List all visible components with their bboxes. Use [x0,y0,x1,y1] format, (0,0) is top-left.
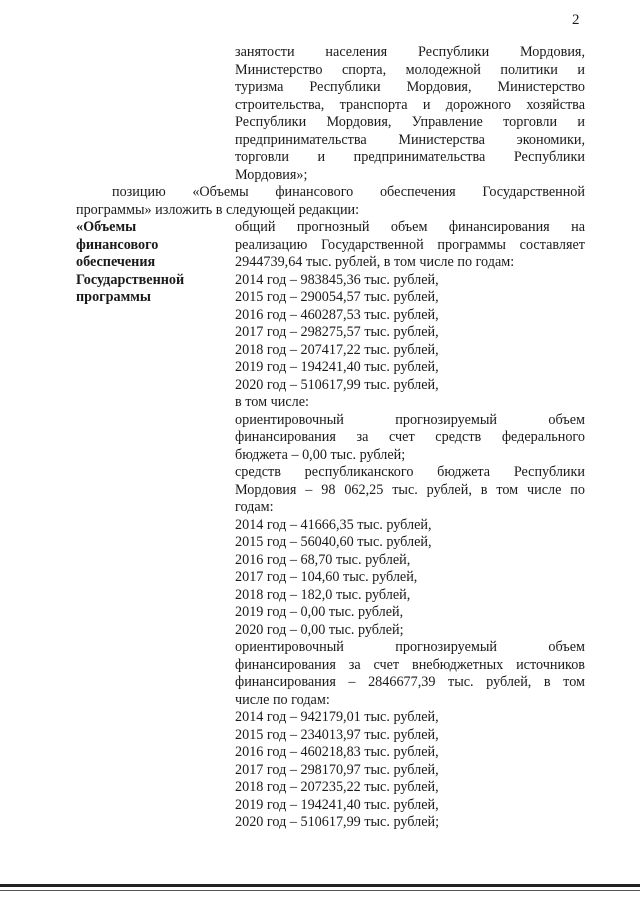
total-line: реализацию Государственной программы составляет [235,236,585,253]
position-line: программы» изложить в следующей редакции: [76,201,360,218]
republic-year-item: 2015 год – 56040,60 тыс. рублей, [235,534,432,550]
federal-line: финансирования за счет средств федерального [235,429,585,445]
in-that-number-label: в том числе: [235,394,309,410]
heading-line: «Объемы [76,219,137,235]
heading-line: Государственной [76,271,185,288]
intro-line: туризма Республики Мордовия, Министерство [235,79,585,95]
extrabudget-line: ориентировочный прогнозируемый объем [235,639,585,655]
federal-line: бюджета – 0,00 тыс. рублей; [235,446,406,463]
republic-year-item: 2014 год – 41666,35 тыс. рублей, [235,516,432,533]
intro-line: строительства, транспорта и дорожного хозяйства [235,96,585,113]
total-year-item: 2019 год – 194241,40 тыс. рублей, [235,359,439,375]
position-line: позицию «Объемы финансового обеспечения Государственной [112,184,585,200]
extrabudget-year-item: 2016 год – 460218,83 тыс. рублей, [235,744,439,760]
total-year-item: 2016 год – 460287,53 тыс. рублей, [235,306,439,323]
intro-paragraph [235,44,585,184]
total-line: 2944739,64 тыс. рублей, в том числе по годам: [235,254,515,270]
bottom-scan-border-thin [0,890,640,891]
total-year-item: 2014 год – 983845,36 тыс. рублей, [235,271,439,288]
intro-line: Мордовия»; [235,166,308,183]
republic-line: средств республиканского бюджета Республики [235,464,585,480]
republic-line: годам: [235,499,274,515]
total-year-item: 2017 год – 298275,57 тыс. рублей, [235,324,439,340]
position-paragraph [76,184,585,219]
republic-year-item: 2018 год – 182,0 тыс. рублей, [235,586,411,603]
intro-line: торговли и предпринимательства Республики [235,149,585,165]
extrabudget-line: финансирования за счет внебюджетных источников [235,656,585,673]
intro-line: Республики Мордовия, Управление торговли и [235,114,585,130]
intro-line: занятости населения Республики Мордовия, [235,44,585,60]
total-year-item: 2015 год – 290054,57 тыс. рублей, [235,289,439,305]
extrabudget-year-item: 2014 год – 942179,01 тыс. рублей, [235,709,439,725]
republic-year-item: 2019 год – 0,00 тыс. рублей, [235,604,404,620]
intro-line: Министерство спорта, молодежной политики и [235,61,585,78]
total-year-item: 2020 год – 510617,99 тыс. рублей, [235,376,439,393]
total-line: общий прогнозный объем финансирования на [235,219,585,235]
extrabudget-line: финансирования – 2846677,39 тыс. рублей, в том [235,674,585,690]
section-heading [76,219,226,307]
extrabudget-year-item: 2017 год – 298170,97 тыс. рублей, [235,761,439,778]
federal-line: ориентировочный прогнозируемый объем [235,411,585,428]
republic-year-item: 2016 год – 68,70 тыс. рублей, [235,551,411,568]
extrabudget-year-item: 2019 год – 194241,40 тыс. рублей, [235,796,439,813]
extrabudget-year-item: 2020 год – 510617,99 тыс. рублей; [235,814,440,830]
extrabudget-line: числе по годам: [235,691,330,708]
extrabudget-year-item: 2015 год – 234013,97 тыс. рублей, [235,726,439,743]
republic-year-item: 2017 год – 104,60 тыс. рублей, [235,569,418,585]
total-year-item: 2018 год – 207417,22 тыс. рублей, [235,341,439,358]
funding-description [235,219,585,832]
bottom-scan-border [0,884,640,887]
heading-line: программы [76,289,151,305]
page-number: 2 [572,12,580,28]
extrabudget-year-item: 2018 год – 207235,22 тыс. рублей, [235,779,439,795]
republic-year-item: 2020 год – 0,00 тыс. рублей; [235,621,404,638]
heading-line: обеспечения [76,254,156,270]
heading-line: финансового [76,236,159,253]
intro-line: предпринимательства Министерства экономики, [235,131,585,148]
republic-line: Мордовия – 98 062,25 тыс. рублей, в том числе по [235,481,585,498]
